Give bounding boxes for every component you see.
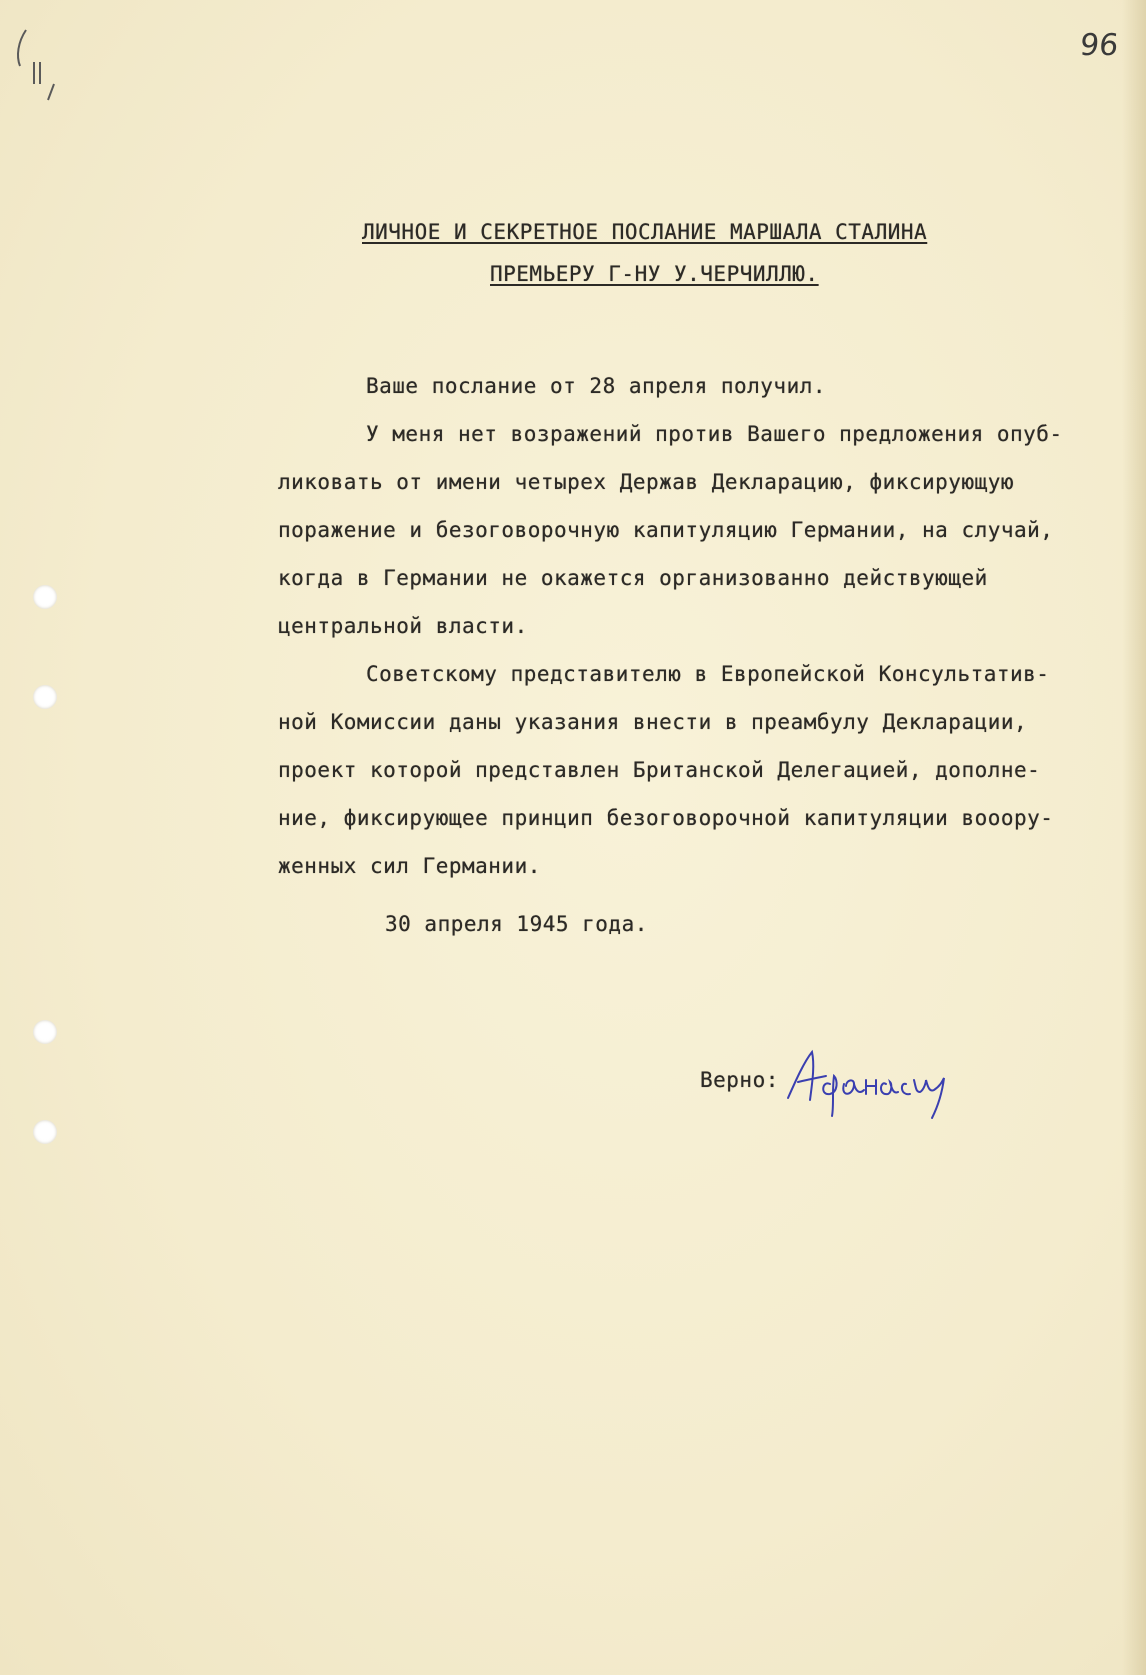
punch-hole	[33, 685, 57, 709]
document-title-line-1: ЛИЧНОЕ И СЕКРЕТНОЕ ПОСЛАНИЕ МАРШАЛА СТАЛИНА	[362, 220, 928, 244]
punch-hole	[33, 585, 57, 609]
body-line: поражение и безоговорочную капитуляцию Германии, на случай,	[278, 518, 1054, 542]
document-title-line-2: ПРЕМЬЕРУ Г-НУ У.ЧЕРЧИЛЛЮ.	[490, 262, 819, 286]
body-line: женных сил Германии.	[278, 854, 541, 878]
document-date: 30 апреля 1945 года.	[385, 912, 648, 936]
archive-page-number: 96	[1078, 28, 1121, 63]
body-line: Советскому представителю в Европейской Консультатив-	[366, 662, 1050, 686]
body-line: ликовать от имени четырех Держав Декларацию, фиксирующую	[278, 470, 1015, 494]
body-line: ной Комиссии даны указания внести в преамбулу Декларации,	[278, 710, 1028, 734]
body-line: центральной власти.	[278, 614, 528, 638]
body-line: Ваше послание от 28 апреля получил.	[366, 374, 827, 398]
body-line: когда в Германии не окажется организованно действующей	[278, 566, 988, 590]
certification-label: Верно:	[700, 1068, 779, 1092]
pencil-mark	[8, 22, 68, 102]
punch-hole	[33, 1120, 57, 1144]
body-line: У меня нет возражений против Вашего предложения опуб-	[366, 422, 1063, 446]
punch-hole	[33, 1020, 57, 1044]
handwritten-signature	[782, 1040, 962, 1120]
body-line: ние, фиксирующее принцип безоговорочной капитуляции вооору-	[278, 806, 1054, 830]
body-line: проект которой представлен Британской Делегацией, дополне-	[278, 758, 1041, 782]
message-body	[278, 362, 1118, 890]
